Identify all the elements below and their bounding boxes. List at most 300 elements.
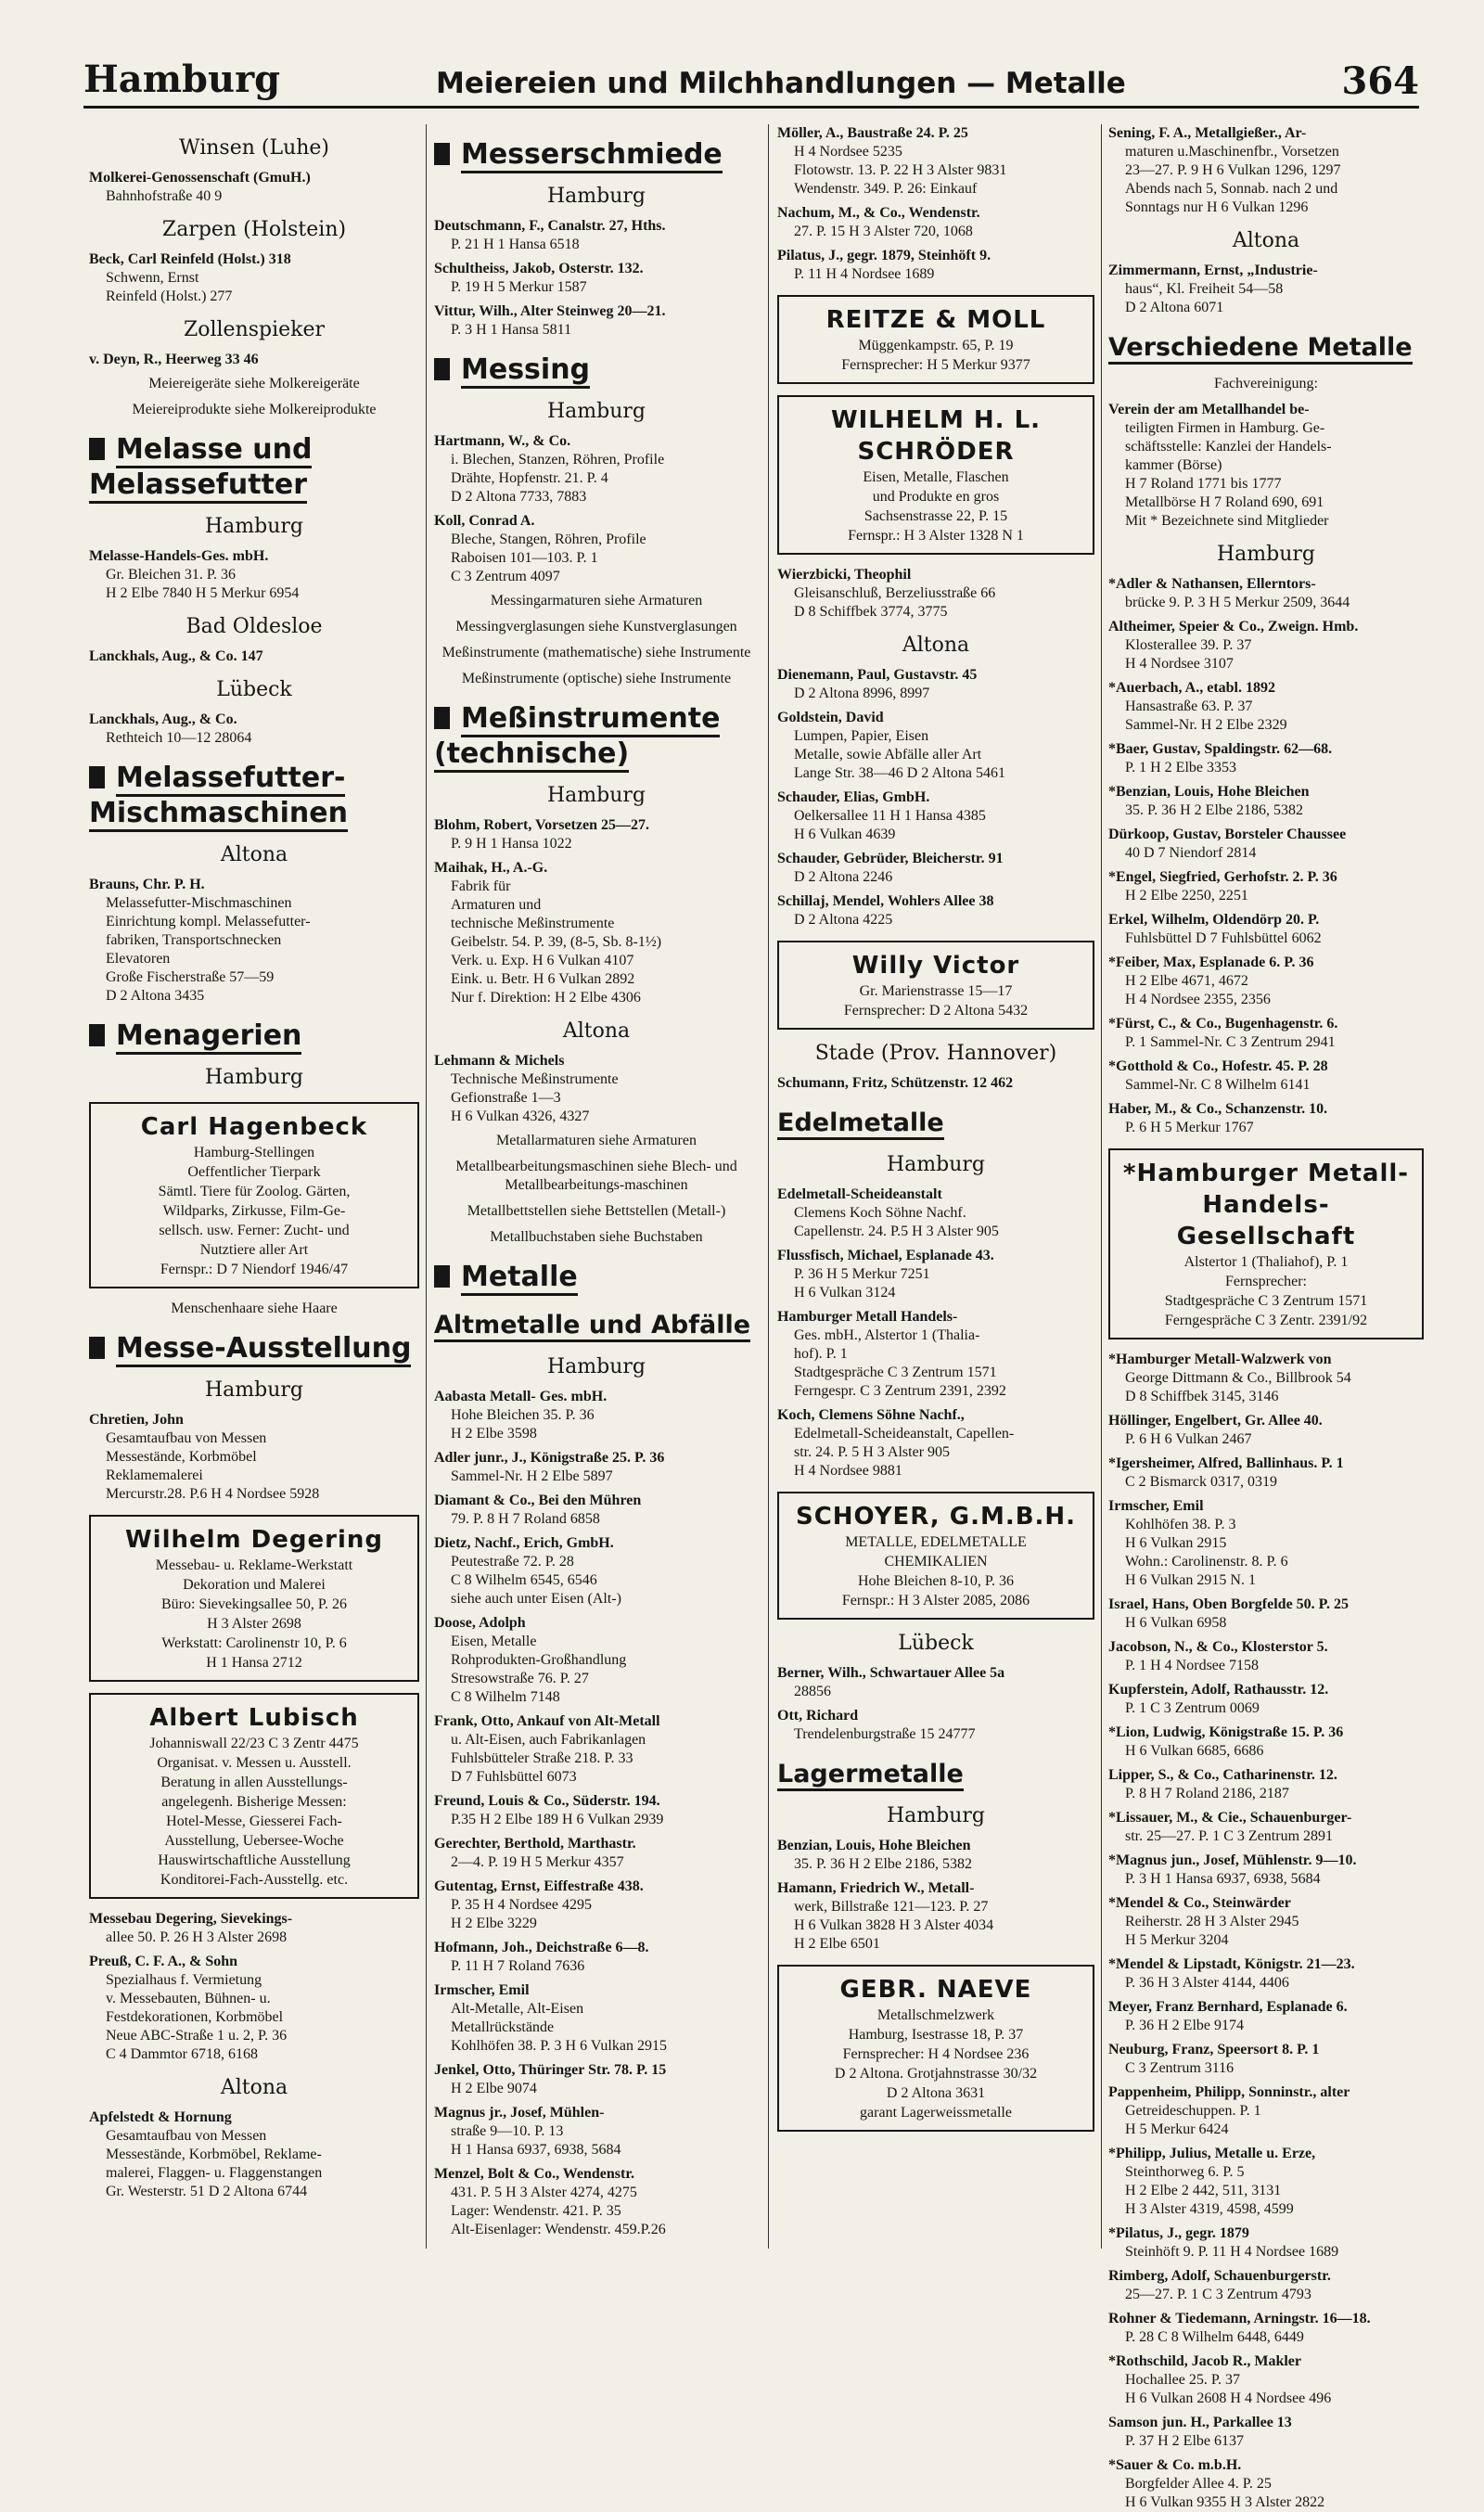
entry-name: Goldstein, David — [777, 710, 884, 725]
entry-name: Koch, Clemens Söhne Nachf., — [777, 1407, 965, 1423]
section-heading — [434, 701, 759, 772]
cross-reference: Metallbettstellen siehe Bettstellen (Metall-) — [467, 1203, 726, 1219]
directory-entry — [777, 1074, 1094, 1093]
directory-entry — [434, 1878, 759, 1933]
entry-name: Koll, Conrad A. — [434, 513, 535, 529]
entry-line: D 2 Altona 7733, 7883 — [451, 489, 587, 505]
entry-line: Wohn.: Carolinenstr. 8. P. 6 — [1125, 1554, 1288, 1570]
entry-line: Fuhlsbüttel D 7 Fuhlsbüttel 6062 — [1125, 930, 1322, 946]
section-heading — [434, 1308, 759, 1343]
column-divider — [768, 124, 769, 2249]
entry-name: Rohner & Tiedemann, Arningstr. 16—18. — [1108, 2311, 1371, 2326]
advertisement-title: Wilhelm Degering — [124, 1526, 384, 1554]
advertisement-line: Fernspr.: D 7 Niendorf 1946/47 — [160, 1262, 349, 1277]
entry-line: Ferngespr. C 3 Zentrum 2391, 2392 — [794, 1383, 1006, 1399]
entry-line: Fuhlsbütteler Straße 218. P. 33 — [451, 1750, 633, 1766]
directory-entry — [1108, 618, 1424, 673]
advertisement-line: Sämtl. Tiere für Zoolog. Gärten, — [158, 1184, 351, 1199]
entry-line: Raboisen 101—103. P. 1 — [451, 550, 598, 566]
directory-entry — [777, 1308, 1094, 1401]
entry-line: v. Messebauten, Bühnen- u. — [106, 1991, 271, 2006]
entry-name: Haber, M., & Co., Schanzenstr. 10. — [1108, 1101, 1328, 1117]
entry-line: P. 36 H 5 Merkur 7251 — [794, 1266, 930, 1282]
entry-name: Lipper, S., & Co., Catharinenstr. 12. — [1108, 1767, 1337, 1783]
entry-name: Preuß, C. F. A., & Sohn — [89, 1954, 238, 1969]
cross-reference: Fachvereinigung: — [1214, 376, 1318, 391]
entry-name: Deutschmann, F., Canalstr. 27, Hths. — [434, 218, 666, 234]
entry-line: H 6 Vulkan 2915 N. 1 — [1125, 1572, 1256, 1588]
advertisement-line: Sachsenstrasse 22, P. 15 — [864, 508, 1008, 524]
entry-line: 40 D 7 Niendorf 2814 — [1125, 845, 1257, 861]
entry-line: Drähte, Hopfenstr. 21. P. 4 — [451, 470, 608, 486]
entry-line: George Dittmann & Co., Billbrook 54 — [1125, 1370, 1351, 1386]
entry-line: H 1 Hansa 6937, 6938, 5684 — [451, 2142, 621, 2158]
entry-line: werk, Billstraße 121—123. P. 27 — [794, 1899, 989, 1915]
advertisement-title: Carl Hagenbeck — [140, 1113, 368, 1141]
entry-line: Schwenn, Ernst — [106, 270, 199, 286]
advertisement-line: Alstertor 1 (Thaliahof), P. 1 — [1183, 1254, 1349, 1270]
section-title: Metalle — [461, 1261, 578, 1296]
directory-entry — [777, 1664, 1094, 1701]
entry-line: kammer (Börse) — [1125, 457, 1222, 473]
directory-entry — [434, 2165, 759, 2239]
section-marker-icon — [89, 1337, 105, 1359]
directory-entry — [434, 1792, 759, 1829]
entry-line: Klosterallee 39. P. 37 — [1125, 637, 1252, 653]
entry-name: Gutentag, Ernst, Eiffestraße 438. — [434, 1878, 644, 1894]
entry-line: H 2 Elbe 6501 — [794, 1936, 880, 1952]
section-heading — [89, 1331, 419, 1366]
advertisement-title: Willy Victor — [851, 952, 1020, 980]
directory-entry — [89, 351, 419, 369]
section-title: Meßinstrumente (technische) — [434, 702, 720, 773]
entry-name: Sening, F. A., Metallgießer., Ar- — [1108, 125, 1307, 141]
entry-line: technische Meßinstrumente — [451, 916, 615, 931]
advertisement-line: D 2 Altona. Grotjahnstrasse 30/32 — [834, 2066, 1038, 2082]
directory-entry — [1108, 783, 1424, 820]
advertisement-line: Büro: Sievekingsallee 50, P. 26 — [161, 1596, 347, 1612]
page-header — [83, 58, 1419, 109]
entry-line: D 2 Altona 2246 — [794, 869, 893, 885]
entry-line: P. 8 H 7 Roland 2186, 2187 — [1125, 1786, 1289, 1801]
entry-line: Kohlhöfen 38. P. 3 H 6 Vulkan 2915 — [451, 2038, 667, 2054]
directory-entry — [1108, 2145, 1424, 2219]
directory-entry — [434, 1835, 759, 1872]
entry-line: C 8 Wilhelm 7148 — [451, 1689, 560, 1705]
entry-name: Dienemann, Paul, Gustavstr. 45 — [777, 667, 978, 683]
advertisement-box — [777, 295, 1094, 384]
directory-entry — [434, 1981, 759, 2056]
entry-line: Neue ABC-Straße 1 u. 2, P. 36 — [106, 2028, 288, 2044]
entry-name: Wierzbicki, Theophil — [777, 567, 912, 583]
entry-name: Jenkel, Otto, Thüringer Str. 78. P. 15 — [434, 2062, 667, 2078]
entry-line: 35. P. 36 H 2 Elbe 2186, 5382 — [1125, 802, 1303, 818]
directory-entry — [1108, 1596, 1424, 1633]
directory-entry — [1108, 1100, 1424, 1137]
column-divider — [1101, 124, 1102, 2249]
entry-name: Nachum, M., & Co., Wendenstr. — [777, 205, 980, 221]
entry-line: Einrichtung kompl. Melassefutter- — [106, 914, 311, 929]
place-heading: Zarpen (Holstein) — [161, 218, 347, 241]
column-divider — [426, 124, 427, 2249]
column-2 — [434, 124, 759, 2249]
entry-name: *Hamburger Metall-Walzwerk von — [1108, 1352, 1332, 1367]
directory-entry — [434, 1052, 759, 1126]
entry-name: *Mendel & Lipstadt, Königstr. 21—23. — [1108, 1956, 1355, 1972]
place-heading: Zollenspieker — [183, 318, 326, 341]
entry-line: Gefionstraße 1—3 — [451, 1090, 561, 1106]
section-title: Verschiedene Metalle — [1108, 333, 1413, 365]
advertisement-title: *Hamburger Metall-Handels-Gesellschaft — [1122, 1160, 1410, 1250]
directory-entry — [89, 547, 419, 603]
entry-name: Meyer, Franz Bernhard, Esplanade 6. — [1108, 1999, 1348, 2015]
advertisement-line: H 3 Alster 2698 — [207, 1616, 301, 1632]
directory-entry — [434, 1492, 759, 1529]
directory-entry — [1108, 1681, 1424, 1718]
entry-line: Oelkersallee 11 H 1 Hansa 4385 — [794, 808, 986, 824]
entry-name: *Magnus jun., Josef, Mühlenstr. 9—10. — [1108, 1852, 1357, 1868]
entry-line: Hansastraße 63. P. 37 — [1125, 698, 1253, 714]
advertisement-line: Ferngespräche C 3 Zentr. 2391/92 — [1164, 1313, 1368, 1328]
directory-entry — [777, 709, 1094, 783]
section-title: Messe-Ausstellung — [116, 1332, 411, 1367]
entry-line: P. 36 H 2 Elbe 9174 — [1125, 2018, 1244, 2033]
entry-line: Nur f. Direktion: H 2 Elbe 4306 — [451, 990, 641, 1006]
column-3 — [777, 124, 1094, 2249]
entry-line: Hochallee 25. P. 37 — [1125, 2372, 1240, 2388]
section-marker-icon — [89, 1024, 105, 1046]
entry-line: H 2 Elbe 7840 H 5 Merkur 6954 — [106, 585, 300, 601]
place-heading: Altona — [220, 2076, 288, 2099]
section-title: Messerschmiede — [461, 138, 723, 173]
directory-entry — [1108, 2041, 1424, 2078]
place-heading: Hamburg — [886, 1153, 985, 1176]
entry-name: Schumann, Fritz, Schützenstr. 12 462 — [777, 1075, 1014, 1091]
entry-name: Irmscher, Emil — [1108, 1498, 1204, 1514]
entry-line: H 6 Vulkan 2608 H 4 Nordsee 496 — [1125, 2390, 1332, 2406]
entry-name: Kupferstein, Adolf, Rathausstr. 12. — [1108, 1682, 1329, 1698]
directory-entry — [1108, 1852, 1424, 1889]
advertisement-title: REITZE & MOLL — [825, 306, 1046, 334]
entry-name: Maihak, H., A.-G. — [434, 860, 548, 876]
directory-entry — [434, 1939, 759, 1976]
entry-line: Peutestraße 72. P. 28 — [451, 1554, 574, 1570]
entry-line: Eisen, Metalle — [451, 1634, 537, 1649]
entry-line: H 2 Elbe 3598 — [451, 1426, 537, 1442]
advertisement-box — [89, 1515, 419, 1682]
entry-name: Flussfisch, Michael, Esplanade 43. — [777, 1248, 994, 1263]
advertisement-line: Wildparks, Zirkusse, Film-Ge- — [162, 1203, 346, 1219]
entry-line: Eink. u. Betr. H 6 Vulkan 2892 — [451, 971, 635, 987]
page-number: 364 — [1341, 59, 1419, 103]
entry-name: Freund, Louis & Co., Süderstr. 194. — [434, 1793, 660, 1809]
entry-name: Molkerei-Genossenschaft (GmuH.) — [89, 170, 311, 186]
directory-entry — [1108, 2267, 1424, 2304]
entry-line: P. 11 H 4 Nordsee 1689 — [794, 266, 935, 282]
entry-line: str. 24. P. 5 H 3 Alster 905 — [794, 1444, 951, 1460]
entry-line: brücke 9. P. 3 H 5 Merkur 2509, 3644 — [1125, 595, 1350, 610]
entry-line: malerei, Flaggen- u. Flaggenstangen — [106, 2165, 323, 2181]
directory-entry — [1108, 575, 1424, 612]
advertisement-line: CHEMIKALIEN — [884, 1554, 988, 1570]
advertisement-line: Messebau- u. Reklame-Werkstatt — [155, 1557, 353, 1573]
advertisement-line: Eisen, Metalle, Flaschen — [863, 469, 1009, 485]
section-heading — [1108, 330, 1424, 365]
directory-entry — [1108, 1057, 1424, 1095]
entry-line: D 2 Altona 8996, 8997 — [794, 686, 930, 701]
entry-name: Dietz, Nachf., Erich, GmbH. — [434, 1535, 614, 1551]
directory-entry — [434, 2104, 759, 2160]
entry-line: Edelmetall-Scheideanstalt, Capellen- — [794, 1426, 1015, 1442]
directory-entry — [1108, 1015, 1424, 1052]
entry-line: P. 37 H 2 Elbe 6137 — [1125, 2433, 1244, 2449]
entry-line: teiligten Firmen in Hamburg. Ge- — [1125, 420, 1325, 436]
advertisement-line: Hauswirtschaftliche Ausstellung — [158, 1852, 351, 1868]
advertisement-line: Oeffentlicher Tierpark — [187, 1164, 321, 1180]
section-title: Edelmetalle — [777, 1109, 944, 1140]
entry-line: H 2 Elbe 2 442, 511, 3131 — [1125, 2183, 1282, 2198]
entry-name: Schauder, Elias, GmbH. — [777, 789, 930, 805]
directory-entry — [1108, 2083, 1424, 2139]
entry-name: *Feiber, Max, Esplanade 6. P. 36 — [1108, 955, 1314, 970]
directory-entry — [1108, 124, 1424, 217]
directory-entry — [1108, 1955, 1424, 1993]
directory-entry — [1108, 1638, 1424, 1675]
advertisement-line: Beratung in allen Ausstellungs- — [160, 1775, 348, 1790]
section-marker-icon — [434, 358, 450, 380]
entry-name: *Engel, Siegfried, Gerhofstr. 2. P. 36 — [1108, 869, 1337, 885]
entry-line: Bahnhofstraße 40 9 — [106, 188, 223, 204]
entry-line: Ges. mbH., Alstertor 1 (Thalia- — [794, 1327, 980, 1343]
directory-entry — [1108, 2456, 1424, 2512]
cross-reference: Metallbuchstaben siehe Buchstaben — [490, 1229, 703, 1245]
entry-line: P. 35 H 4 Nordsee 4295 — [451, 1897, 592, 1913]
directory-entry — [434, 217, 759, 254]
entry-name: Jacobson, N., & Co., Klosterstor 5. — [1108, 1639, 1328, 1655]
directory-entry — [1108, 911, 1424, 948]
directory-entry — [777, 666, 1094, 703]
directory-entry — [89, 2108, 419, 2201]
directory-entry — [777, 850, 1094, 887]
entry-line: H 6 Vulkan 6685, 6686 — [1125, 1743, 1264, 1759]
advertisement-line: Fernspr.: H 3 Alster 1328 N 1 — [848, 528, 1024, 544]
entry-line: D 8 Schiffbek 3145, 3146 — [1125, 1389, 1279, 1404]
entry-line: Gleisanschluß, Berzeliusstraße 66 — [794, 585, 996, 601]
place-heading: Hamburg — [1216, 543, 1315, 566]
advertisement-line: Konditorei-Fach-Ausstellg. etc. — [160, 1872, 349, 1888]
column-4 — [1108, 124, 1424, 2510]
cross-reference: Metallarmaturen siehe Armaturen — [496, 1133, 697, 1148]
entry-line: P. 6 H 6 Vulkan 2467 — [1125, 1431, 1252, 1447]
directory-entry — [89, 647, 419, 666]
entry-line: H 6 Vulkan 4326, 4327 — [451, 1109, 590, 1124]
entry-name: Hofmann, Joh., Deichstraße 6—8. — [434, 1940, 649, 1955]
entry-name: Magnus jr., Josef, Mühlen- — [434, 2105, 605, 2121]
entry-name: *Igersheimer, Alfred, Ballinhaus. P. 1 — [1108, 1455, 1344, 1471]
advertisement-line: Johanniswall 22/23 C 3 Zentr 4475 — [149, 1736, 359, 1751]
entry-line: H 6 Vulkan 4639 — [794, 827, 896, 842]
directory-entry — [1108, 1998, 1424, 2035]
entry-name: *Lissauer, M., & Cie., Schauenburger- — [1108, 1810, 1352, 1826]
entry-line: P.35 H 2 Elbe 189 H 6 Vulkan 2939 — [451, 1812, 664, 1827]
entry-line: 25—27. P. 1 C 3 Zentrum 4793 — [1125, 2287, 1311, 2302]
section-title: Messing — [461, 353, 590, 389]
entry-line: allee 50. P. 26 H 3 Alster 2698 — [106, 1929, 288, 1945]
directory-entry — [777, 892, 1094, 929]
directory-entry — [1108, 2414, 1424, 2451]
entry-line: Metalle, sowie Abfälle aller Art — [794, 747, 982, 763]
directory-entry — [1108, 868, 1424, 905]
entry-name: Rimberg, Adolf, Schauenburgerstr. — [1108, 2268, 1331, 2284]
section-marker-icon — [89, 438, 105, 460]
entry-line: P. 36 H 3 Alster 4144, 4406 — [1125, 1975, 1289, 1991]
place-heading: Hamburg — [546, 784, 646, 807]
entry-line: 2—4. P. 19 H 5 Merkur 4357 — [451, 1854, 624, 1870]
entry-name: Brauns, Chr. P. H. — [89, 877, 205, 892]
entry-line: H 4 Nordsee 5235 — [794, 144, 902, 160]
section-marker-icon — [434, 1265, 450, 1288]
advertisement-line: H 1 Hansa 2712 — [206, 1655, 302, 1671]
entry-line: Gesamtaufbau von Messen — [106, 1430, 267, 1446]
entry-line: Reiherstr. 28 H 3 Alster 2945 — [1125, 1914, 1299, 1929]
advertisement-line: garant Lagerweissmetalle — [860, 2105, 1012, 2121]
entry-line: maturen u.Maschinenfbr., Vorsetzen — [1125, 144, 1339, 160]
advertisement-box — [777, 1492, 1094, 1620]
entry-name: Hamburger Metall Handels- — [777, 1309, 958, 1325]
entry-line: Rohprodukten-Großhandlung — [451, 1652, 627, 1668]
directory-entry — [1108, 1894, 1424, 1950]
entry-name: Berner, Wilh., Schwartauer Allee 5a — [777, 1665, 1005, 1681]
entry-line: H 6 Vulkan 3828 H 3 Alster 4034 — [794, 1917, 994, 1933]
directory-entry — [1108, 826, 1424, 863]
entry-line: Große Fischerstraße 57—59 — [106, 969, 275, 985]
advertisement-box — [89, 1102, 419, 1288]
entry-line: P. 6 H 5 Merkur 1767 — [1125, 1120, 1254, 1135]
header-topic: Meiereien und Milchhandlungen — Metalle — [436, 67, 1126, 100]
entry-line: Flotowstr. 13. P. 22 H 3 Alster 9831 — [794, 162, 1007, 178]
directory-entry — [1108, 401, 1424, 531]
section-heading — [434, 137, 759, 173]
entry-name: Beck, Carl Reinfeld (Holst.) 318 — [89, 251, 291, 267]
section-title: Menagerien — [116, 1019, 301, 1055]
directory-entry — [1108, 1497, 1424, 1590]
entry-name: *Gotthold & Co., Hofestr. 45. P. 28 — [1108, 1058, 1328, 1074]
section-heading — [777, 1757, 1094, 1792]
directory-entry — [434, 1712, 759, 1787]
entry-name: Dürkoop, Gustav, Borsteler Chaussee — [1108, 827, 1347, 842]
entry-line: schäftsstelle: Kanzlei der Handels- — [1125, 439, 1332, 455]
entry-line: H 7 Roland 1771 bis 1777 — [1125, 476, 1282, 492]
entry-line: H 6 Vulkan 2915 — [1125, 1535, 1227, 1551]
advertisement-line: METALLE, EDELMETALLE — [845, 1534, 1027, 1550]
place-heading: Altona — [562, 1019, 631, 1043]
advertisement-line: Hamburg-Stellingen — [193, 1145, 315, 1160]
entry-name: Lanckhals, Aug., & Co. 147 — [89, 648, 263, 664]
advertisement-line: Hohe Bleichen 8-10, P. 36 — [858, 1573, 1014, 1589]
directory-entry — [434, 859, 759, 1007]
directory-entry — [89, 1953, 419, 2064]
entry-line: straße 9—10. P. 13 — [451, 2123, 564, 2139]
directory-entry — [1108, 1455, 1424, 1492]
entry-line: Reklamemalerei — [106, 1467, 203, 1483]
cross-reference: Metallbearbeitungsmaschinen siehe Blech- und Metallbearbeitungs-maschinen — [455, 1159, 737, 1193]
directory-entry — [1108, 1351, 1424, 1406]
entry-line: P. 11 H 7 Roland 7636 — [451, 1958, 585, 1974]
entry-line: Lager: Wendenstr. 421. P. 35 — [451, 2203, 621, 2219]
entry-line: Gr. Bleichen 31. P. 36 — [106, 567, 236, 583]
entry-line: H 5 Merkur 3204 — [1125, 1932, 1229, 1948]
entry-name: Schauder, Gebrüder, Bleicherstr. 91 — [777, 851, 1004, 866]
entry-line: Melassefutter-Mischmaschinen — [106, 895, 292, 911]
entry-line: Armaturen und — [451, 897, 542, 913]
entry-line: H 6 Vulkan 9355 H 3 Alster 2822 — [1125, 2494, 1325, 2510]
entry-line: str. 25—27. P. 1 C 3 Zentrum 2891 — [1125, 1828, 1334, 1844]
entry-line: H 4 Nordsee 3107 — [1125, 656, 1234, 672]
entry-name: Edelmetall-Scheideanstalt — [777, 1186, 942, 1202]
entry-name: *Mendel & Co., Steinwärder — [1108, 1895, 1291, 1911]
entry-line: D 2 Altona 3435 — [106, 988, 205, 1004]
entry-line: Alt-Eisenlager: Wendenstr. 459.P.26 — [451, 2222, 666, 2237]
directory-entry — [89, 250, 419, 306]
section-title: Melasse und Melassefutter — [89, 433, 312, 504]
advertisement-title: GEBR. NAEVE — [839, 1976, 1032, 2004]
advertisement-line: Nutztiere aller Art — [199, 1242, 309, 1258]
entry-name: Pappenheim, Philipp, Sonninstr., alter — [1108, 2084, 1350, 2100]
entry-line: P. 3 H 1 Hansa 5811 — [451, 322, 572, 338]
directory-entry — [89, 169, 419, 206]
advertisement-line: angelegenh. Bisherige Messen: — [161, 1794, 347, 1810]
directory-entry — [1108, 2310, 1424, 2347]
advertisement-line: Dekoration und Malerei — [183, 1577, 326, 1593]
directory-entry — [1108, 679, 1424, 735]
directory-entry — [777, 247, 1094, 284]
entry-line: Mercurstr.28. P.6 H 4 Nordsee 5928 — [106, 1486, 320, 1502]
entry-line: H 4 Nordsee 2355, 2356 — [1125, 992, 1271, 1007]
entry-line: C 3 Zentrum 3116 — [1125, 2060, 1235, 2076]
directory-entry — [777, 1837, 1094, 1874]
entry-line: Stadtgespräche C 3 Zentrum 1571 — [794, 1365, 997, 1380]
place-heading: Lübeck — [216, 678, 292, 701]
entry-line: Sammel-Nr. C 8 Wilhelm 6141 — [1125, 1077, 1311, 1093]
entry-line: Festdekorationen, Korbmöbel — [106, 2009, 284, 2025]
entry-line: H 4 Nordsee 9881 — [794, 1463, 902, 1479]
advertisement-box — [777, 395, 1094, 555]
place-heading: Altona — [220, 843, 288, 866]
directory-entry — [89, 1411, 419, 1504]
advertisement-line: Organisat. v. Messen u. Ausstell. — [157, 1755, 352, 1771]
entry-line: P. 21 H 1 Hansa 6518 — [451, 237, 580, 252]
entry-line: Trendelenburgstraße 15 24777 — [794, 1726, 976, 1742]
section-heading — [89, 1019, 419, 1054]
entry-line: C 4 Dammtor 6718, 6168 — [106, 2046, 258, 2062]
cross-reference: Meiereigeräte siehe Molkereigeräte — [148, 376, 360, 391]
directory-entry — [1108, 1412, 1424, 1449]
directory-entry — [1108, 1766, 1424, 1803]
entry-line: Getreideschuppen. P. 1 — [1125, 2103, 1261, 2119]
place-heading: Hamburg — [204, 515, 303, 538]
entry-line: C 2 Bismarck 0317, 0319 — [1125, 1474, 1277, 1490]
directory-entry — [777, 1406, 1094, 1480]
entry-line: hof). P. 1 — [794, 1346, 848, 1362]
entry-line: Hohe Bleichen 35. P. 36 — [451, 1407, 595, 1423]
entry-name: Hartmann, W., & Co. — [434, 433, 571, 449]
entry-name: Möller, A., Baustraße 24. P. 25 — [777, 125, 968, 141]
entry-line: 35. P. 36 H 2 Elbe 2186, 5382 — [794, 1856, 972, 1872]
entry-name: Messebau Degering, Sievekings- — [89, 1911, 293, 1927]
directory-entry — [1108, 740, 1424, 777]
entry-line: C 8 Wilhelm 6545, 6546 — [451, 1572, 597, 1588]
section-title: Melassefutter-Mischmaschinen — [89, 762, 348, 832]
